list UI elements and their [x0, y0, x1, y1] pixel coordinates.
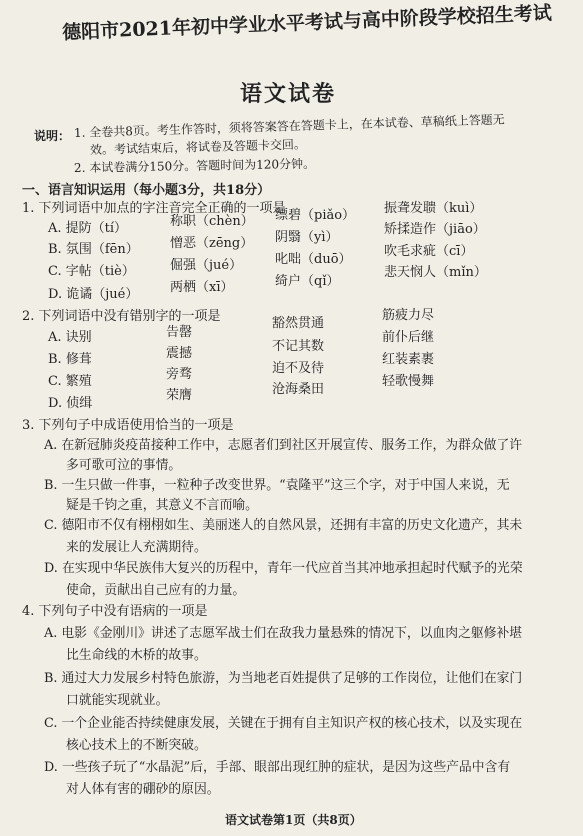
q4-option-a-line1: A. 电影《金刚川》讲述了志愿军战士们在敌我力量悬殊的情况下，以血肉之躯修补堪: [44, 626, 523, 641]
q1-option-b-3: 阴翳（yì）: [275, 230, 339, 245]
q1-option-a-2: 称职（chèn）: [170, 214, 254, 229]
q1-option-d-4: 悲天悯人（mǐn）: [384, 265, 487, 280]
q2-option-d: D. 侦缉: [48, 396, 93, 411]
q2-option-b-3: 不记其数: [272, 339, 325, 354]
q3-option-b-line1: B. 一生只做一件事，一粒种子改变世界。“袁隆平”这三个字，对于中国人来说，无: [44, 478, 510, 493]
q4-option-b-line2: 口就能实现就业。: [66, 693, 169, 708]
q1-option-d-3: 绮户（qǐ）: [275, 274, 340, 289]
paper-title: 语文试卷: [240, 81, 337, 107]
q4-option-b-line1: B. 通过大力发展乡村特色旅游，为当地老百姓提供了足够的工作岗位，让他们在家门: [44, 671, 523, 686]
q2-option-b-2: 震撼: [166, 346, 193, 361]
section-heading: 一、语言知识运用（每小题3分，共18分）: [22, 183, 271, 198]
q2-option-d-2: 荣膺: [166, 388, 193, 403]
q2-option-a-2: 告罄: [166, 325, 193, 340]
q1-option-a-4: 振聋发聩（kuì）: [384, 201, 483, 216]
q3-option-d-line2: 使命，贡献出自己应有的力量。: [66, 583, 246, 598]
q2-option-a-3: 豁然贯通: [272, 316, 325, 331]
q1-option-b: B. 氛围（fēn）: [48, 242, 139, 257]
instruction-1: 1. 全卷共8页。考生作答时，须将答案答在答题卡上，在本试卷、草稿纸上答题无: [73, 112, 505, 140]
q1-option-a: A. 提防（tí）: [48, 221, 128, 236]
q3-option-b-line2: 疑是千钧之重，其意义不言而喻。: [66, 498, 258, 513]
instruction-1-cont: 效。考试结束后，将试卷及答题卡交回。: [89, 137, 307, 157]
q3-option-a-line2: 多可歌可泣的事情。: [66, 458, 182, 473]
page-footer: 语文试卷第1页（共8页）: [225, 813, 362, 827]
q2-option-d-3: 沧海桑田: [272, 382, 325, 397]
q1-option-d: D. 诡谲（jué）: [48, 287, 139, 302]
q2-option-c-3: 迫不及待: [272, 361, 325, 376]
q4-option-a-line2: 比生命线的木桥的故事。: [66, 648, 207, 663]
q3-option-d-line1: D. 在实现中华民族伟大复兴的历程中，青年一代应首当其冲地承担起时代赋予的光荣: [44, 561, 523, 576]
q1-option-a-3: 缥碧（piǎo）: [275, 208, 356, 223]
q2-option-c-2: 旁骛: [166, 367, 193, 382]
q1-option-d-2: 两栖（xī）: [170, 280, 234, 295]
q4-option-c-line1: C. 一个企业能否持续健康发展，关键在于拥有自主知识产权的核心技术，以及实现在: [44, 716, 523, 731]
q3-option-c-line2: 来的发展让人充满期待。: [66, 540, 207, 555]
q1-option-b-4: 矫揉造作（jiāo）: [384, 222, 486, 237]
question-2-stem: 2. 下列词语中没有错别字的一项是: [22, 309, 221, 324]
q2-option-a-4: 筋疲力尽: [382, 308, 435, 323]
instructions-label: 说明：: [34, 129, 71, 143]
q4-option-d-line2: 对人体有害的硼砂的原因。: [66, 782, 220, 797]
exam-title: 德阳市2021年初中学业水平考试与高中阶段学校招生考试: [61, 2, 553, 44]
q3-option-c-line1: C. 德阳市不仅有栩栩如生、美丽迷人的自然风景，还拥有丰富的历史文化遗产，其未: [44, 518, 523, 533]
q2-option-d-4: 轻歌慢舞: [382, 374, 435, 389]
instruction-2: 2. 本试卷满分150分。答题时间为120分钟。: [73, 156, 316, 175]
q3-option-a-line1: A. 在新冠肺炎疫苗接种工作中，志愿者们到社区开展宣传、服务工作，为群众做了许: [44, 438, 523, 453]
question-4-stem: 4. 下列句子中没有语病的一项是: [22, 604, 208, 619]
q2-option-b: B. 修葺: [48, 352, 92, 367]
q2-option-c: C. 繁殖: [48, 374, 92, 389]
q2-option-a: A. 诀别: [48, 330, 92, 345]
q4-option-d-line1: D. 一些孩子玩了“水晶泥”后，手部、眼部出现红肿的症状，是因为这些产品中含有: [44, 760, 511, 775]
question-1-stem: 1. 下列词语中加点的字注音完全正确的一项是: [22, 201, 286, 216]
question-3-stem: 3. 下列句子中成语使用恰当的一项是: [22, 418, 234, 433]
q1-option-c-2: 倔强（jué）: [170, 258, 243, 273]
q1-option-c-3: 叱咄（duō）: [275, 252, 352, 267]
q1-option-c-4: 吹毛求疵（cī）: [384, 244, 474, 259]
q4-option-c-line2: 核心技术上的不断突破。: [66, 738, 207, 753]
q1-option-c: C. 字帖（tiè）: [48, 264, 135, 279]
q2-option-c-4: 红装素裹: [382, 352, 435, 367]
q1-option-b-2: 憎恶（zēng）: [170, 236, 254, 251]
q2-option-b-4: 前仆后继: [382, 330, 435, 345]
